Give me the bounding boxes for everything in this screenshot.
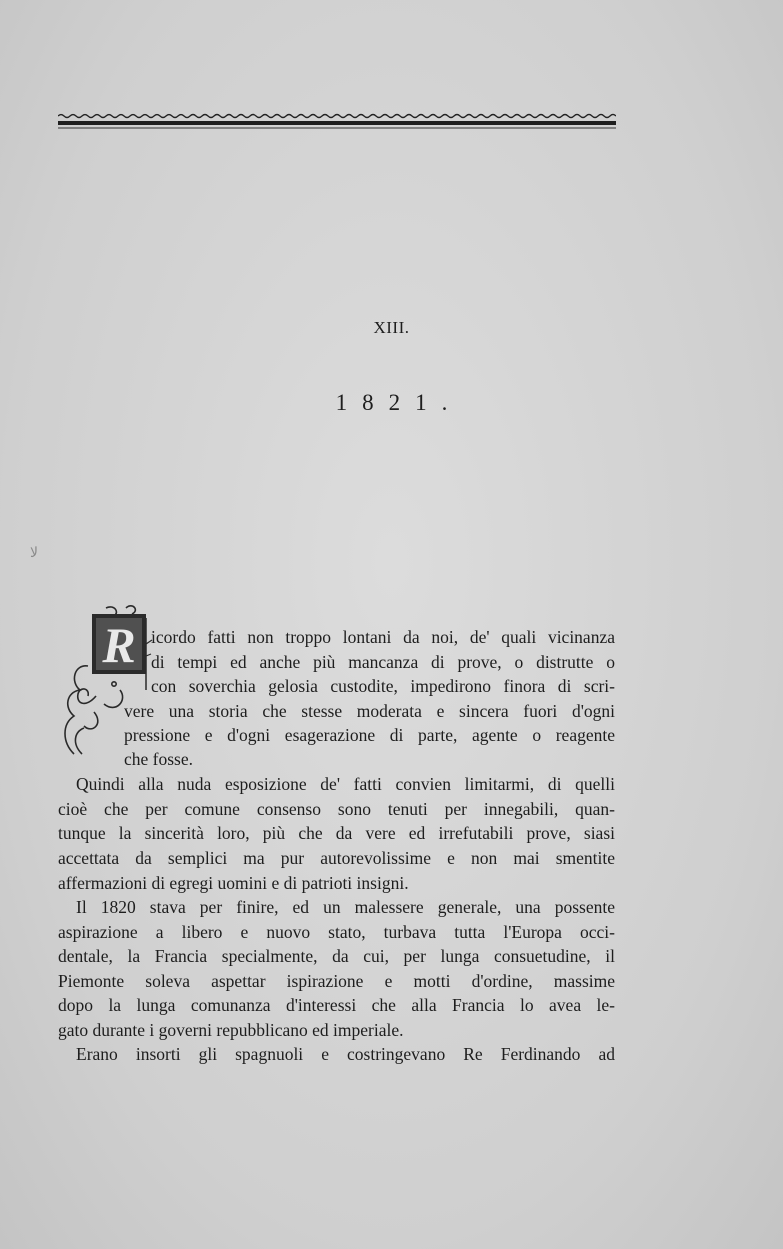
text-line: Quindi alla nuda esposizione de' fatti convien limitarmi, di quelli <box>76 774 615 794</box>
dropcap-letter: R <box>102 617 136 673</box>
text-line: Erano insorti gli spagnuoli e costringevano Re Ferdinando ad <box>76 1044 615 1064</box>
text-line: affermazioni di egregi uomini e di patrioti insigni. <box>58 873 409 893</box>
text-line: tunque la sincerità loro, più che da vere ed irrefutabili prove, siasi <box>58 823 615 843</box>
ornamental-rule <box>58 112 616 130</box>
text-line: dentale, la Francia specialmente, da cui, per lunga consuetudine, il <box>58 946 615 966</box>
text-line: accettata da semplici ma pur autorevolissime e non mai smentite <box>58 848 615 868</box>
text-line: di tempi ed anche più mancanza di prove, o distrutte o <box>151 652 615 672</box>
text-line: Il 1820 stava per finire, ed un malessere generale, una possente <box>76 897 615 917</box>
text-line: che fosse. <box>124 749 194 769</box>
text-line: cioè che per comune consenso sono tenuti per innegabili, quan- <box>58 799 615 819</box>
text-line: aspirazione a libero e nuovo stato, turbava tutta l'Europa occi- <box>58 922 615 942</box>
text-line: icordo fatti non troppo lontani da noi, de' quali vicinanza <box>151 627 615 647</box>
text-line: gato durante i governi repubblicano ed imperiale. <box>58 1020 404 1040</box>
text-line: vere una storia che stesse moderata e sincera fuori d'ogni <box>124 701 615 721</box>
margin-stain: ﻻ <box>30 546 38 561</box>
chapter-year: 1821. <box>335 390 463 415</box>
chapter-number: XIII. <box>373 318 410 337</box>
text-line: con soverchia gelosia custodite, impedirono finora di scri- <box>151 676 615 696</box>
text-line: dopo la lunga comunanza d'interessi che alla Francia lo avea le- <box>58 995 615 1015</box>
text-line: Piemonte soleva aspettar ispirazione e motti d'ordine, massime <box>58 971 615 991</box>
text-line: pressione e d'ogni esagerazione di parte, agente o reagente <box>124 725 615 745</box>
